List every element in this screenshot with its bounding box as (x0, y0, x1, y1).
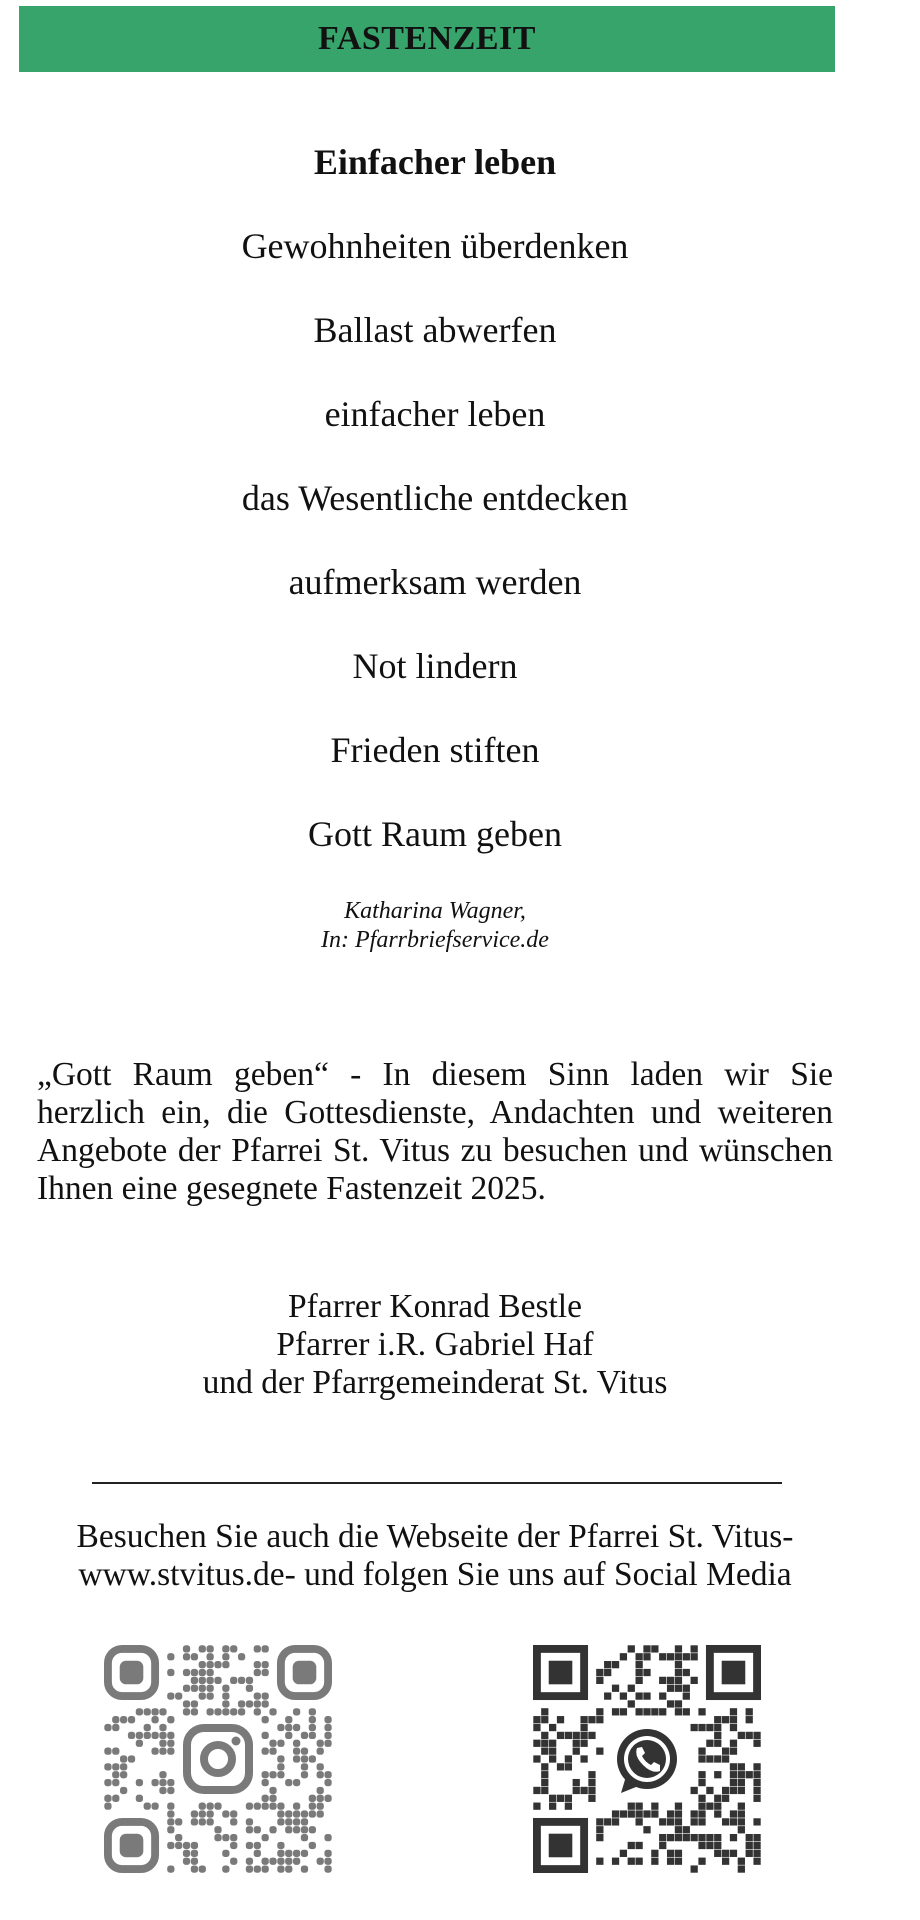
visit-line: Besuchen Sie auch die Webseite der Pfarrei St. Vitus- (76, 1518, 794, 1555)
poem-author: Katharina Wagner, (344, 898, 526, 924)
poem-line: Ballast abwerfen (313, 310, 557, 350)
instagram-qr-code[interactable] (104, 1645, 332, 1873)
poem-line: Gott Raum geben (308, 814, 562, 854)
poem (0, 134, 870, 890)
qr-finder-pattern (537, 1822, 584, 1869)
poem-line: Frieden stiften (330, 730, 540, 770)
invitation-paragraph: „Gott Raum geben“ - In diesem Sinn laden wir Sie herzlich ein, die Gottesdienste, Andachten und weiteren Angebote der Pfarrei St. Vitus zu besuchen und wünschen Ihnen eine gesegnete Fastenzeit 2025. (37, 1056, 833, 1207)
signatures (0, 1288, 870, 1402)
whatsapp-qr-graphic (533, 1645, 761, 1873)
divider (92, 1482, 782, 1484)
signature-line: Pfarrer i.R. Gabriel Haf (276, 1326, 594, 1363)
poem-title: Einfacher leben (313, 142, 557, 182)
qr-finder-pattern (710, 1649, 757, 1696)
whatsapp-icon (605, 1717, 689, 1801)
poem-line: Not lindern (352, 646, 518, 686)
header-bar (19, 6, 835, 72)
qr-finder-pattern (281, 1649, 328, 1696)
whatsapp-qr-code[interactable] (533, 1645, 761, 1873)
visit-line: www.stvitus.de- und folgen Sie uns auf Social Media (78, 1556, 792, 1593)
poem-line: Gewohnheiten überdenken (241, 226, 629, 266)
page-title: FASTENZEIT (318, 20, 536, 57)
poem-attribution (0, 897, 870, 955)
qr-finder-pattern (108, 1649, 155, 1696)
poem-line: einfacher leben (324, 394, 546, 434)
qr-finder-pattern (537, 1649, 584, 1696)
instagram-qr-graphic (104, 1645, 332, 1873)
qr-finder-pattern (108, 1822, 155, 1869)
poem-source: In: Pfarrbriefservice.de (321, 927, 549, 953)
instagram-icon (176, 1717, 260, 1801)
poem-line: das Wesentliche entdecken (241, 478, 629, 518)
poem-line: aufmerksam werden (288, 562, 582, 602)
signature-line: und der Pfarrgemeinderat St. Vitus (202, 1364, 668, 1401)
signature-line: Pfarrer Konrad Bestle (288, 1288, 582, 1325)
visit-website-text (0, 1518, 870, 1594)
